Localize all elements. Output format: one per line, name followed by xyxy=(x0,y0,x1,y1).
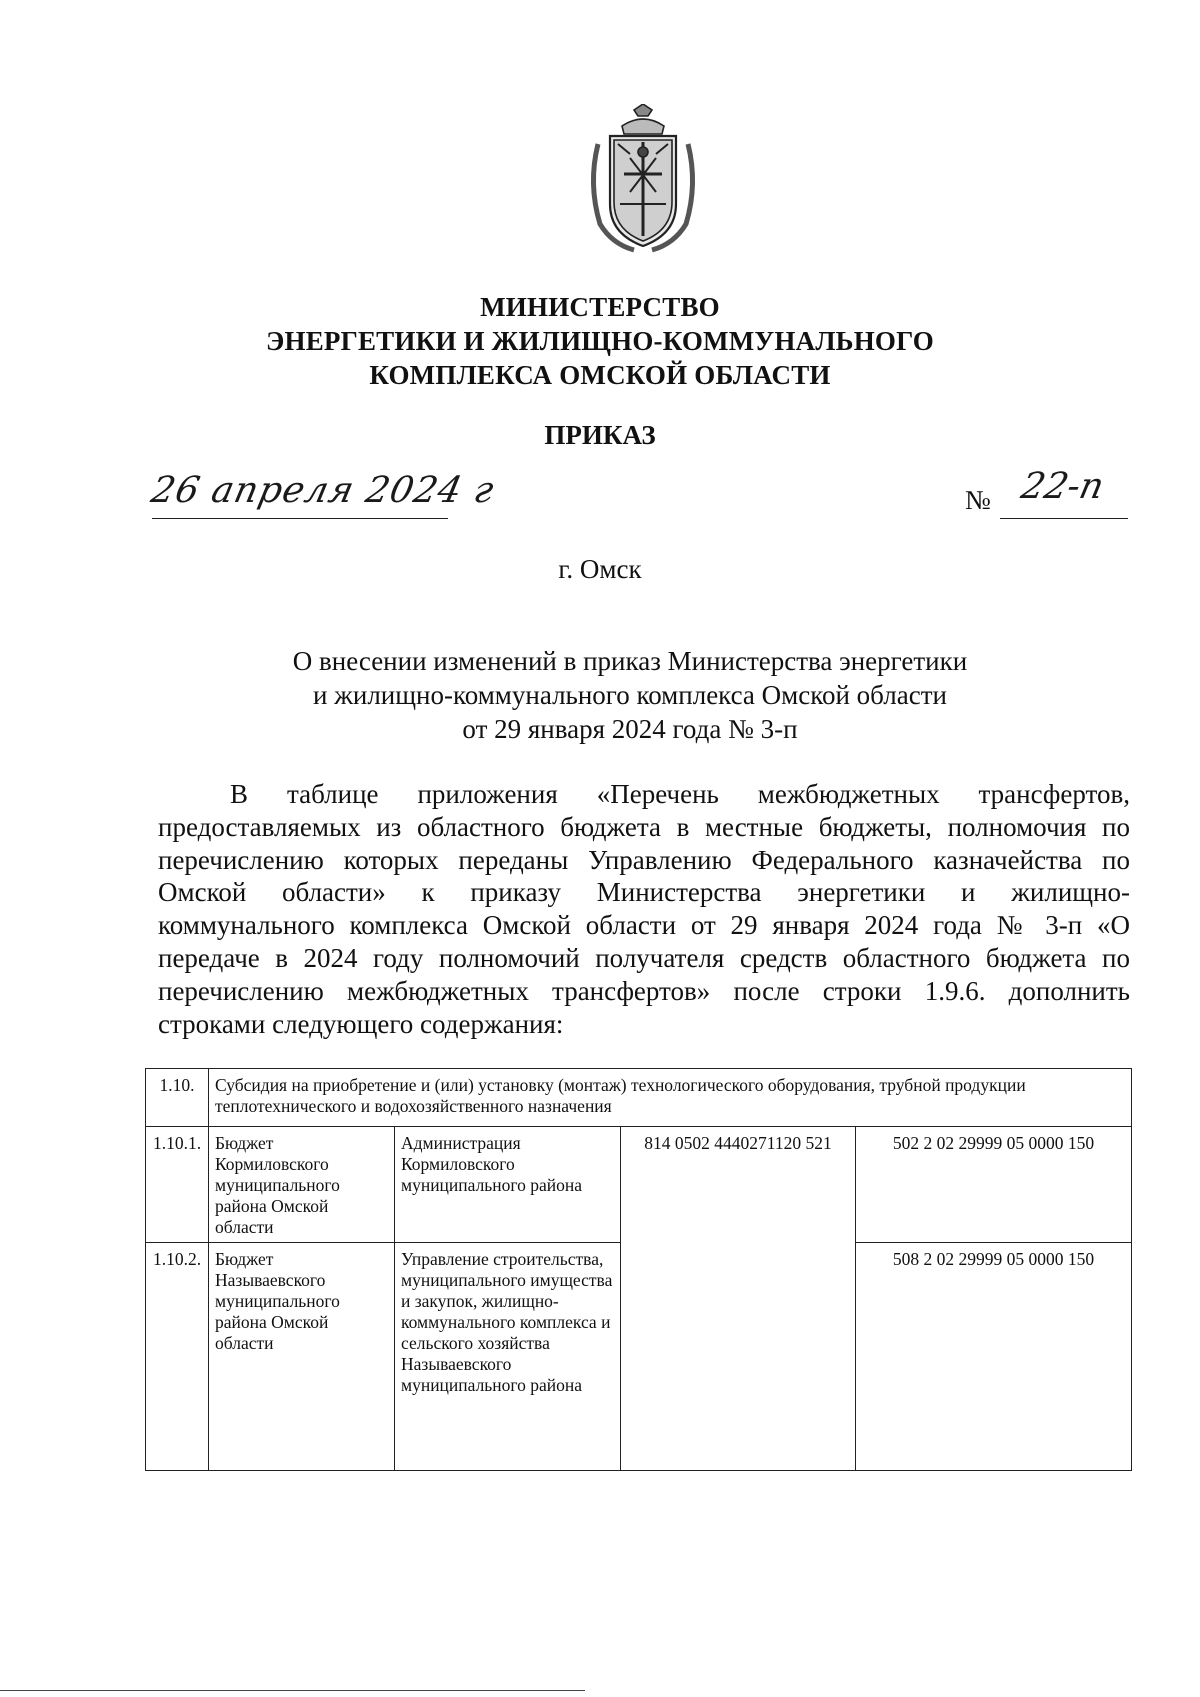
row-number: 1.10.1. xyxy=(146,1127,209,1243)
coat-of-arms-icon xyxy=(584,104,702,256)
number-label: № xyxy=(965,485,991,515)
body-line-4: Омской области» к приказу Министерства энергетики и жилищно- xyxy=(158,877,1130,908)
row-budget: Бюджет Кормиловского муниципального района Омской области xyxy=(209,1127,395,1243)
subject-line-2: и жилищно-коммунального комплекса Омской области xyxy=(313,680,947,710)
section-title: Субсидия на приобретение и (или) установку (монтаж) технологического оборудования, трубной продукции теплотехнического и водохозяйственного назначения xyxy=(209,1069,1132,1127)
section-number: 1.10. xyxy=(146,1069,209,1127)
order-subject xyxy=(220,644,1040,746)
row-income-code: 502 2 02 29999 05 0000 150 xyxy=(856,1127,1132,1243)
body-line-5: коммунального комплекса Омской области от 29 января 2024 года № 3-п «О xyxy=(158,910,1130,941)
body-line-2: предоставляемых из областного бюджета в местные бюджеты, полномочия по xyxy=(158,811,1130,842)
handwritten-date: 26 апреля 2024 г xyxy=(147,470,499,511)
order-title: ПРИКАЗ xyxy=(544,420,656,450)
body-line-3: перечислению которых переданы Управлению Федерального казначейства по xyxy=(158,844,1130,875)
date-underline xyxy=(152,518,448,519)
city-line: г. Омск xyxy=(558,554,642,584)
transfers-table xyxy=(145,1068,1132,1471)
row-administrator: Управление строительства, муниципального имущества и закупок, жилищно-коммунального комплекса и сельского хозяйства Называевского муниципального района xyxy=(395,1243,621,1471)
row-administrator: Администрация Кормиловского муниципального района xyxy=(395,1127,621,1243)
body-line-8: строками следующего содержания: xyxy=(158,1008,564,1039)
ministry-name xyxy=(0,290,1200,392)
order-body-paragraph xyxy=(158,778,1130,1040)
page-bottom-rule xyxy=(0,1690,585,1691)
body-line-6: передаче в 2024 году полномочий получателя средств областного бюджета по xyxy=(158,942,1130,973)
row-kbk-code: 814 0502 4440271120 521 xyxy=(621,1127,856,1471)
ministry-line-3: КОМПЛЕКСА ОМСКОЙ ОБЛАСТИ xyxy=(369,360,831,390)
table-row xyxy=(146,1127,1132,1243)
row-budget: Бюджет Называевского муниципального района Омской области xyxy=(209,1243,395,1471)
subject-line-3: от 29 января 2024 года № 3-п xyxy=(462,714,798,744)
ministry-line-1: МИНИСТЕРСТВО xyxy=(480,292,720,322)
number-underline xyxy=(1000,518,1128,519)
row-number: 1.10.2. xyxy=(146,1243,209,1471)
handwritten-number: 22-п xyxy=(1017,466,1108,507)
body-line-7: перечислению межбюджетных трансфертов» после строки 1.9.6. дополнить xyxy=(158,975,1130,1006)
row-income-code: 508 2 02 29999 05 0000 150 xyxy=(856,1243,1132,1471)
subject-line-1: О внесении изменений в приказ Министерства энергетики xyxy=(292,646,968,676)
ministry-line-2: ЭНЕРГЕТИКИ И ЖИЛИЩНО-КОММУНАЛЬНОГО xyxy=(265,326,935,356)
table-section-row xyxy=(146,1069,1132,1127)
body-line-1: В таблице приложения «Перечень межбюджетных трансфертов, xyxy=(230,779,1130,809)
